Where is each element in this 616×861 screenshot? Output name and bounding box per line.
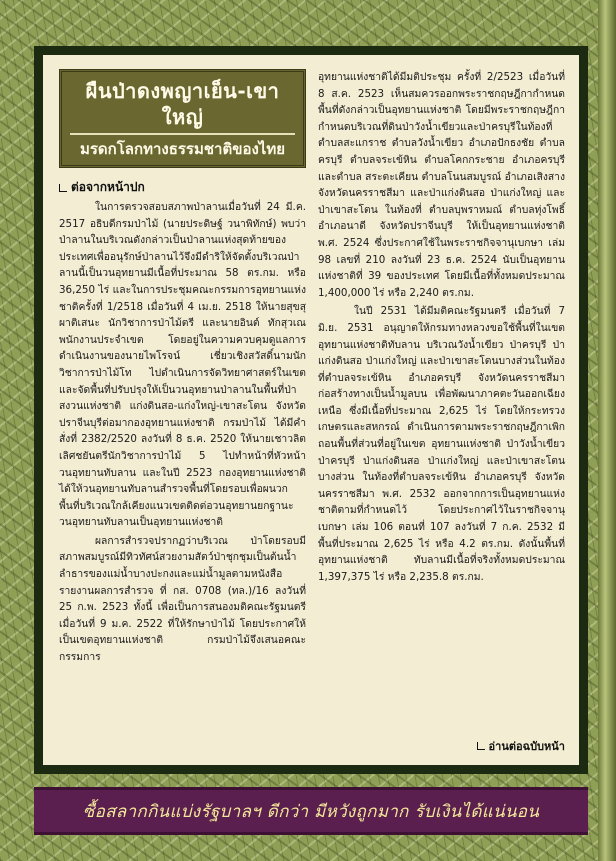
page-edge-strip: [598, 0, 616, 861]
right-paragraph-1: อุทยานแห่งชาติได้มีมติประชุม ครั้งที่ 2/2523 เมื่อวันที่ 8 ส.ค. 2523 เห็นสมควรออกพระราชกฤษฎีกากำหนดพื้นที่ดังกล่าวเป็นอุทยานแห่งชาติ โดยมีพระราชกฤษฎีกา กำหนดบริเวณที่ดินป่าวังน้ำเขียวและป่าครบุรีในท้องที่ตำบลสะแกราช ตำบลวังน้ำเขียว อำเภอปักธงชัย ตำบลครบุรี ตำบลจระเข้หิน ตำบลโคกกระชาย อำเภอครบุรี และตำบล สระตะเคียน ตำบลโนนสมบูรณ์ อำเภอเสิงสาง จังหวัดนครราชสีมา และป่าแก่งดินสอ ป่าแก่งใหญ่ และป่าเขาสะโตน ในท้องที่ ตำบลบุพราหมณ์ ตำบลทุ่งโพธิ์ อำเภอนาดี จังหวัดปราจีนบุรี ให้เป็นอุทยานแห่งชาติ พ.ศ. 2524 ซึ่งประกาศใช้ในพระราชกิจจานุเบกษา เล่ม 98 เลขที่ 210 ลงวันที่ 23 ธ.ค. 2524 นับเป็นอุทยานแห่งชาติที่ 39 ของประเทศ โดยมีเนื้อที่ทั้งหมดประมาณ 1,400,000 ไร่ หรือ 2,240 ตร.กม.: [318, 71, 565, 299]
lottery-banner: [34, 787, 588, 835]
continued-from-label: [59, 178, 306, 197]
read-more: [318, 737, 565, 755]
left-paragraph-1: ในการตรวจสอบสภาพป่าลานเมื่อวันที่ 24 มี.ค. 2517 อธิบดีกรมป่าไม้ (นายประดิษฐ์ วนาพิทักษ์) พบว่าป่าลานในบริเวณดังกล่าวเป็นป่าลานแห่งสุดท้ายของประเทศเพื่ออนุรักษ์ป่าลานไว้จึงมีดำริให้จัดตั้งบริเวณป่าลานนี้เป็นวนอุทยานมีเนื้อที่ประมาณ 58 ตร.กม. หรือ 36,250 ไร่ และในการประชุมคณะกรรมการอุทยานแห่งชาติครั้งที่ 1/2518 เมื่อวันที่ 4 เม.ย. 2518 ให้นายสุขสุ ผาติเสนะ นักวิชาการป่าไม้ตรี และนายอินต์ ทักสุวเณ พนักงานประจำเขต โดยอยู่ในความควบคุมดูแลการดำเนินงานของนายไพโรจน์ เชี่ยวเชิงสวัสดิ์นามนักวิชาการป่าไม้โท ไปดำเนินการจัดวิทยาศาสตร์ในเขต และจัดพื้นที่ปรับปรุงให้เป็นวนอุทยานป่าลานในพื้นที่ป่าสงวนแห่งชาติ แก่งดินสอ-แก่งใหญ่-เขาสะโตน จังหวัดปราจีนบุรีต่อมากองอุทยานแห่งชาติ กรมป่าไม้ ได้มีคำสั่งที่ 2382/2520 ลงวันที่ 8 ธ.ค. 2520 ให้นายเชาวลิต เลิศชยันตรีนักวิชาการป่าไม้ 5 ไปทำหน้าที่หัวหน้าวนอุทยานทับลาน และในปี 2523 กองอุทยานแห่งชาติ ได้ให้วนอุทยานทับลานสำรวจพื้นที่โดยรอบเพื่อผนวกพื้นที่บริเวณใกล้เคียงแนวเขตติดต่อวนอุทยานยกฐานะวนอุทยานทับลานเป็นอุทยานแห่งชาติ: [59, 201, 306, 529]
title-divider: [70, 133, 295, 135]
article-frame: [34, 46, 588, 774]
article-panel: [43, 55, 579, 765]
title-box: [59, 69, 306, 168]
banner-text: ซื้อสลากกินแบ่งรัฐบาลฯ ดีกว่า มีหวังถูกมาก รับเงินได้แน่นอน: [82, 801, 540, 822]
corner-bullet-icon: [59, 184, 67, 192]
corner-bullet-icon: [477, 742, 485, 750]
left-paragraph-2: ผลการสำรวจปรากฏว่าบริเวณ ป่าโดยรอบมีสภาพสมบูรณ์มีทิวทัศน์สวยงามสัตว์ป่าชุกชุมเป็นต้นน้ำลำธารของแม่น้ำบางปะกงและแม่น้ำมูลตามหนังสือรายงานผลการสำรวจ ที่ กส. 0708 (ทล.)/16 ลงวันที่ 25 ก.พ. 2523 ทั้งนี้ เพื่อเป็นการสนองมติคณะรัฐมนตรี เมื่อวันที่ 9 ม.ค. 2522 ที่ให้รักษาป่าไม้ โดยประกาศให้เป็นเขตอุทยานแห่งชาติ กรมป่าไม้จึงเสนอคณะกรรมการ: [59, 534, 306, 664]
right-paragraph-2: ในปี 2531 ได้มีมติคณะรัฐมนตรี เมื่อวันที่ 7 มิ.ย. 2531 อนุญาตให้กรมทางหลวงขอใช้พื้นที่ในเขตอุทยานแห่งชาติทับลาน บริเวณวังน้ำเขียว ป่าครบุรี ป่าแก่งดินสอ ป่าแก่งใหญ่ และป่าเขาสะโตนบางส่วนในท้องที่ตำบลจระเข้หิน อำเภอครบุรี จังหวัดนครราชสีมา ก่อสร้างทางเป็นน้ำมูลบน เพื่อพัฒนาภาคตะวันออกเฉียงเหนือ ซึ่งมีเนื้อที่ประมาณ 2,625 ไร่ โดยให้กระทรวงเกษตรและสหกรณ์ ดำเนินการตามพระราชกฤษฎีกาเพิกถอนพื้นที่ส่วนที่อยู่ในเขต อุทยานแห่งชาติ ป่าวังน้ำเขียว ป่าครบุรี ป่าแก่งดินสอ ป่าแก่งใหญ่ และป่าเขาสะโตน บางส่วน ในท้องที่ตำบลจระเข้หิน อำเภอครบุรี จังหวัดนครราชสีมา พ.ศ. 2532 ออกจากการเป็นอุทยานแห่งชาติตามที่กำหนดไว้ โดยประกาศไว้ในราชกิจจานุเบกษา เล่ม 106 ตอนที่ 107 ลงวันที่ 7 ก.ค. 2532 มีพื้นที่ประมาณ 2,625 ไร่ หรือ 4.2 ตร.กม. ดังนั้นพื้นที่อุทยานแห่งชาติ ทับลานมีเนื้อที่จริงทั้งหมดประมาณ 1,397,375 ไร่ หรือ 2,235.8 ตร.กม.: [318, 305, 565, 583]
article-subtitle: มรดกโลกทางธรรมชาติของไทย: [79, 140, 286, 158]
read-more-text: อ่านต่อฉบับหน้า: [488, 740, 565, 753]
continued-from-text: ต่อจากหน้าปก: [71, 180, 145, 194]
article-title: ผืนป่าดงพญาเย็น-เขาใหญ่: [85, 79, 280, 129]
article-columns: [59, 69, 565, 755]
left-column: [59, 69, 306, 755]
right-column: [318, 69, 565, 755]
